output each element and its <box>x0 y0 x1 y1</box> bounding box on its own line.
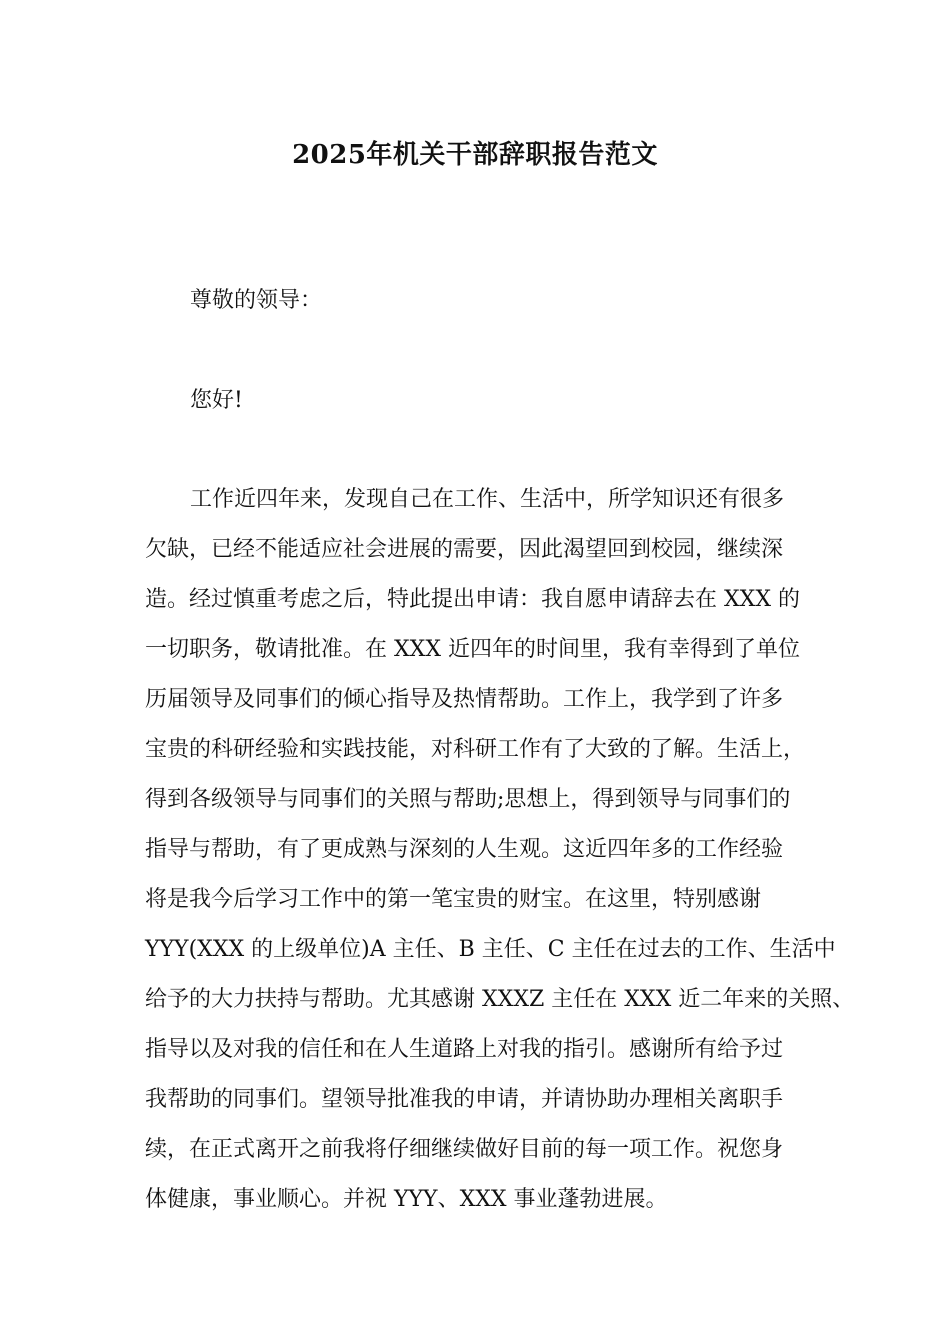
body-line: 工作近四年来，发现自己在工作、生活中，所学知识还有很多 <box>190 487 785 512</box>
document-title: 2025年机关干部辞职报告范文 <box>292 140 658 170</box>
body-line: 造。经过慎重考虑之后，特此提出申请：我自愿申请辞去在 XXX 的 <box>145 587 800 612</box>
body-line: 历届领导及同事们的倾心指导及热情帮助。工作上，我学到了许多 <box>145 687 784 712</box>
body-line: 欠缺，已经不能适应社会进展的需要，因此渴望回到校园，继续深 <box>145 537 784 562</box>
body-line: 得到各级领导与同事们的关照与帮助;思想上，得到领导与同事们的 <box>145 787 791 812</box>
body-line: 体健康，事业顺心。并祝 YYY、XXX 事业蓬勃进展。 <box>145 1187 668 1212</box>
body-line: 给予的大力扶持与帮助。尤其感谢 XXXZ 主任在 XXX 近二年来的关照、 <box>145 987 855 1012</box>
body-line: YYY(XXX 的上级单位)A 主任、B 主任、C 主任在过去的工作、生活中 <box>145 937 836 962</box>
greeting: 您好! <box>190 388 243 413</box>
body-line: 指导与帮助，有了更成熟与深刻的人生观。这近四年多的工作经验 <box>145 837 784 862</box>
body-line: 指导以及对我的信任和在人生道路上对我的指引。感谢所有给予过 <box>145 1037 784 1062</box>
body-line: 一切职务，敬请批准。在 XXX 近四年的时间里，我有幸得到了单位 <box>145 637 800 662</box>
body-line: 续，在正式离开之前我将仔细继续做好目前的每一项工作。祝您身 <box>145 1137 784 1162</box>
body-line: 将是我今后学习工作中的第一笔宝贵的财宝。在这里，特别感谢 <box>145 887 762 912</box>
salutation: 尊敬的领导： <box>190 288 323 313</box>
body-line: 宝贵的科研经验和实践技能，对科研工作有了大致的了解。生活上， <box>145 737 806 762</box>
body-line: 我帮助的同事们。望领导批准我的申请，并请协助办理相关离职手 <box>145 1087 784 1112</box>
